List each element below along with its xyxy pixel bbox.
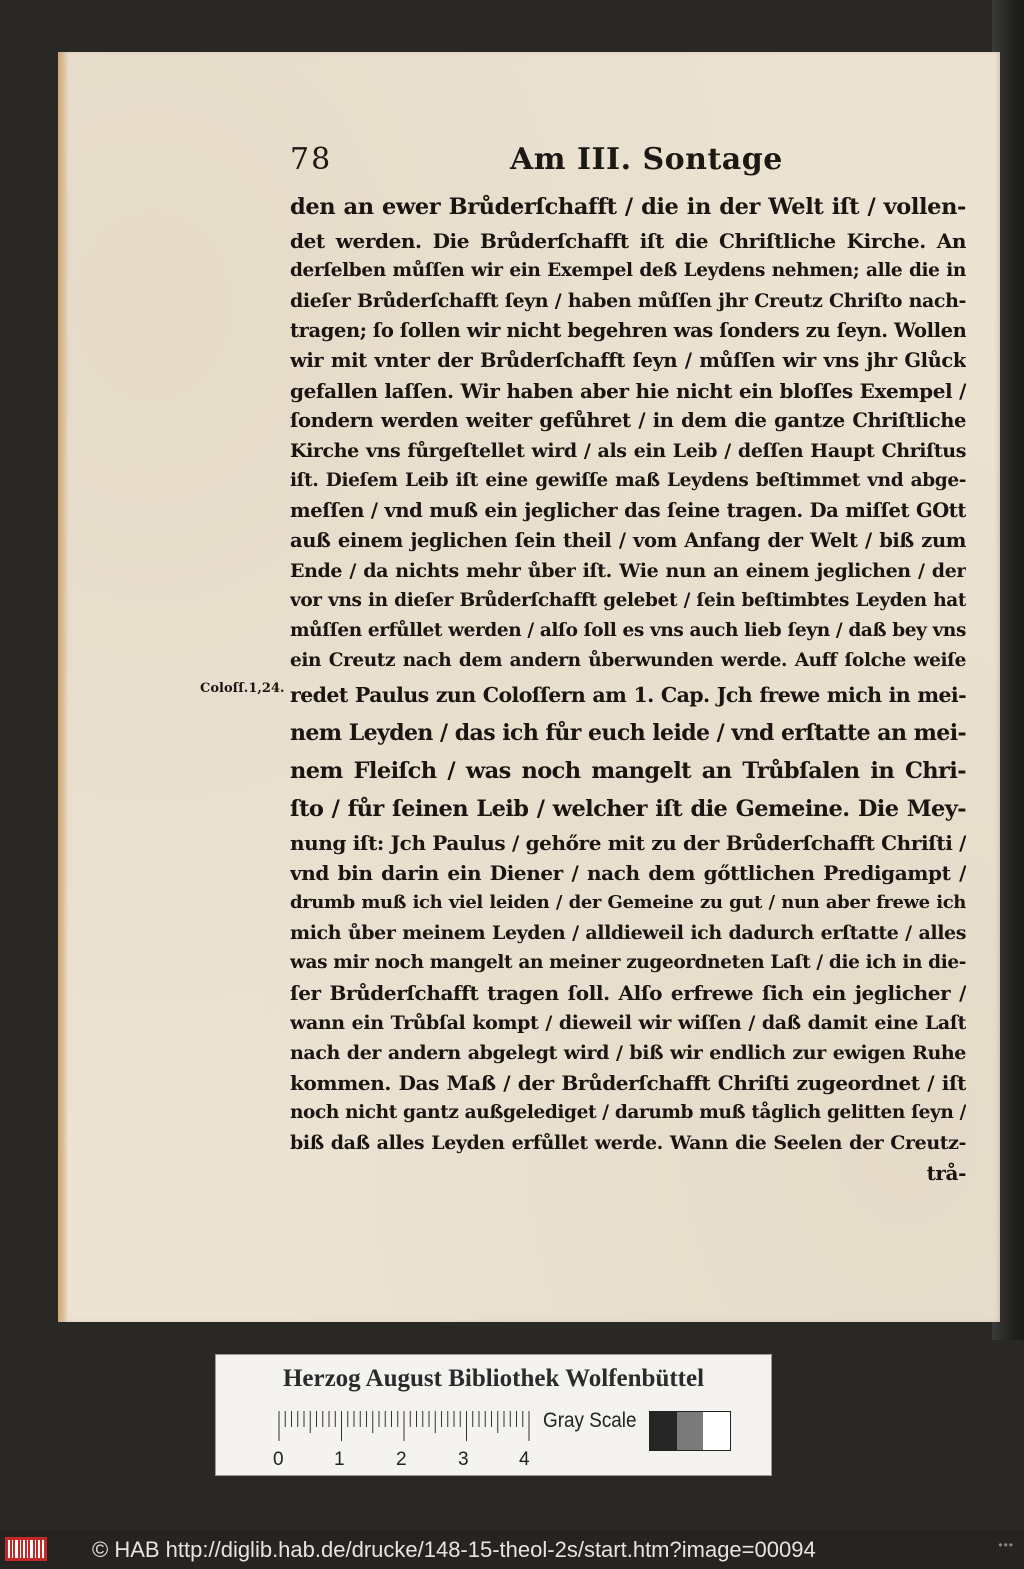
grayscale-swatch-mid bbox=[677, 1412, 704, 1450]
ruler-label-1: 1 bbox=[334, 1449, 345, 1470]
text-line: den an ewer Brůderſchafft / die in der Welt iſt / vollen- bbox=[290, 194, 966, 220]
text-line: iſt. Dieſem Leib iſt eine gewiſſe maß Leydens beſtimmet vnd abge- bbox=[290, 470, 966, 491]
ruler-label-0: 0 bbox=[273, 1449, 284, 1470]
text-line: wir mit vnter der Brůderſchafft ſeyn / můſſen wir vns jhr Glůck bbox=[290, 349, 966, 372]
text-line: gefallen laſſen. Wir haben aber hie nicht ein bloſſes Exempel / bbox=[290, 379, 966, 403]
status-bar bbox=[0, 1530, 1024, 1569]
text-line: nem Leyden / das ich fůr euch leide / vnd erſtatte an mei- bbox=[290, 720, 966, 746]
text-line: ſto / fůr ſeinen Leib / welcher iſt die Gemeine. Die Mey- bbox=[290, 796, 966, 822]
text-line: mich ůber meinem Leyden / alldieweil ich dadurch erſtatte / alles bbox=[290, 922, 966, 944]
text-line: nach der andern abgelegt wird / biß wir endlich zur ewigen Ruhe bbox=[290, 1042, 966, 1064]
text-line: derſelben můſſen wir ein Exempel deß Leydens nehmen; alle die in bbox=[290, 260, 966, 281]
text-line: nem Fleiſch / was noch mangelt an Trůbſalen in Chri- bbox=[290, 758, 966, 784]
text-line: vnd bin darin ein Diener / nach dem gőttlichen Predigampt / bbox=[290, 861, 966, 885]
grayscale-swatch-dark bbox=[650, 1412, 677, 1450]
library-name: Herzog August Bibliothek Wolfenbüttel bbox=[282, 1365, 705, 1392]
text-line: auß einem jeglichen ſein theil / vom Anfang der Welt / biß zum bbox=[290, 529, 966, 552]
catchword: trå- bbox=[926, 1161, 966, 1185]
text-line: Kirche vns fůrgeſtellet wird / als ein Leib / deſſen Haupt Chriſtus bbox=[290, 440, 966, 462]
library-scale-card bbox=[215, 1354, 772, 1476]
text-line: kommen. Das Maß / der Brůderſchafft Chriſti zugeordnet / iſt bbox=[290, 1071, 966, 1095]
text-line: Ende / da nichts mehr ůber iſt. Wie nun an einem jeglichen / der bbox=[290, 560, 966, 582]
text-line: drumb muß ich viel leiden / der Gemeine zu gut / nun aber frewe ich bbox=[290, 892, 966, 913]
page-edge-shadow bbox=[58, 52, 68, 1322]
text-line: noch nicht gantz außgelediget / darumb muß tåglich gelitten ſeyn / bbox=[290, 1102, 966, 1123]
ruler-label-3: 3 bbox=[458, 1449, 469, 1470]
text-line: ſondern werden weiter gefůhret / in dem die gantze Chriſtliche bbox=[290, 409, 966, 432]
running-head: Am III. Sontage bbox=[510, 142, 783, 177]
barcode-icon bbox=[4, 1536, 48, 1562]
text-line: redet Paulus zun Coloſſern am 1. Cap. Jch frewe mich in mei- bbox=[290, 683, 966, 707]
text-line: tragen; ſo ſollen wir nicht begehren was ſonders zu ſeyn. Wollen bbox=[290, 319, 966, 342]
text-line: biß daß alles Leyden erfůllet werde. Wann die Seelen der Creutz- bbox=[290, 1132, 966, 1154]
page-text-block bbox=[290, 188, 966, 1188]
text-line: vor vns in dieſer Brůderſchafft gelebet / ſein beſtimbtes Leyden hat bbox=[290, 590, 966, 611]
text-line: ein Creutz nach dem andern ůberwunden werde. Auff ſolche weiſe bbox=[290, 650, 966, 671]
ruler-label-4: 4 bbox=[519, 1449, 530, 1470]
grayscale-swatches bbox=[649, 1411, 731, 1451]
ruler-label-2: 2 bbox=[396, 1449, 407, 1470]
text-line: wann ein Trůbſal kompt / dieweil wir wiſſen / daß damit eine Laſt bbox=[290, 1012, 966, 1034]
margin-note: Coloſſ.1,24. bbox=[200, 681, 285, 696]
text-line: det werden. Die Brůderſchafft iſt die Chriſtliche Kirche. An bbox=[290, 229, 966, 253]
page-number: 78 bbox=[290, 142, 333, 177]
text-line: dieſer Brůderſchafft ſeyn / haben můſſen jhr Creutz Chriſto nach- bbox=[290, 290, 966, 312]
grayscale-label: Gray Scale bbox=[543, 1409, 637, 1432]
copyright-url-text[interactable]: © HAB http://diglib.hab.de/drucke/148-15-theol-2s/start.htm?image=00094 bbox=[92, 1537, 816, 1562]
text-line: můſſen erfůllet werden / alſo ſoll es vns auch lieb ſeyn / daß bey vns bbox=[290, 620, 966, 641]
ruler-scale bbox=[276, 1409, 536, 1443]
text-line: ſer Brůderſchafft tragen ſoll. Alſo erfrewe ſich ein jeglicher / bbox=[290, 981, 966, 1005]
text-line: meſſen / vnd muß ein jeglicher das ſeine tragen. Da miſſet GOtt bbox=[290, 499, 966, 522]
more-options-icon[interactable]: ••• bbox=[998, 1538, 1014, 1552]
grayscale-swatch-light bbox=[703, 1412, 730, 1450]
text-line: was mir noch mangelt an meiner zugeordneten Laſt / die ich in die- bbox=[290, 952, 966, 973]
text-line: nung iſt: Jch Paulus / gehőre mit zu der Brůderſchafft Chriſti / bbox=[290, 831, 966, 855]
